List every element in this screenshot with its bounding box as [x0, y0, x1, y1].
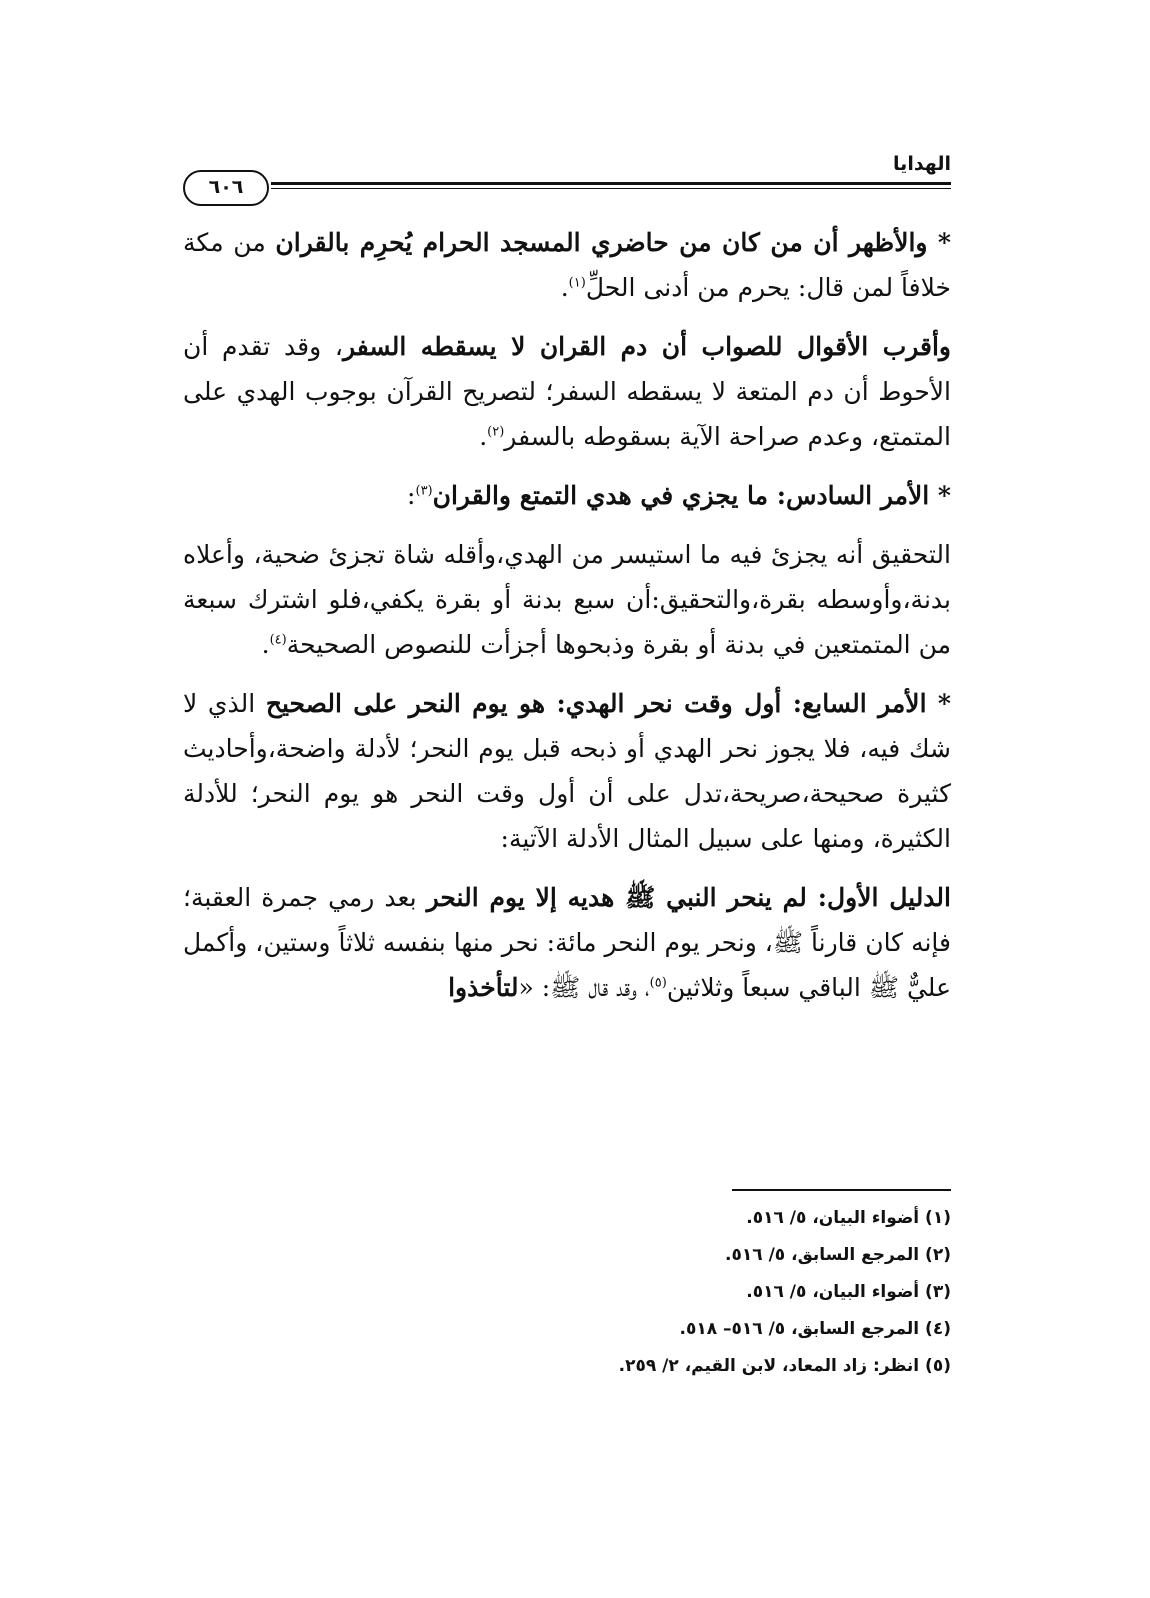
paragraph: [183, 532, 951, 667]
main-text: [183, 220, 951, 1010]
bold-text: * والأظهر أن من كان من حاضري المسجد الحرام يُحرِم بالقران: [275, 228, 952, 257]
paragraph: [183, 875, 951, 1010]
footnote-ref: (١): [568, 275, 586, 291]
bold-text: الدليل الأول: لم ينحر النبي ﷺ هديه إلا يوم النحر: [426, 883, 951, 912]
paragraph: [183, 473, 951, 518]
text-span: .: [261, 630, 270, 659]
text-span: من مكة خلافاً لمن قال: يحرم من أدنى الحلِّ: [183, 228, 951, 302]
text-span: ، وقد قال ﷺ: «: [518, 973, 650, 1002]
footnote-ref: (٥): [649, 975, 667, 991]
bold-text: * الأمر السادس: ما يجزي في هدي التمتع والقران: [432, 481, 951, 510]
bold-text: وأقرب الأقوال للصواب أن دم القران لا يسقطه السفر: [342, 332, 951, 361]
paragraph: [183, 681, 951, 861]
footnote: (٣) أضواء البيان، ٥/ ٥١٦.: [746, 1282, 951, 1302]
footnote-ref: (٢): [487, 424, 505, 440]
paragraph: [183, 324, 951, 459]
footnote-ref: (٣): [415, 483, 433, 499]
bold-text: لتأخذوا: [448, 973, 519, 1002]
text-span: ، وقد تقدم أن الأحوط أن دم المتعة لا يسقطه السفر؛ لتصريح القرآن بوجوب الهدي على المتمتع، وعدم صراحة الآية بسقوطه بالسفر: [183, 332, 951, 451]
footnote: (٤) المرجع السابق، ٥/ ٥١٦– ٥١٨.: [679, 1319, 951, 1339]
text-span: التحقيق أنه يجزئ فيه ما استيسر من الهدي،وأقله شاة تجزئ ضحية، وأعلاه بدنة،وأوسطه بقرة،والتحقيق:أن سبع بدنة أو بقرة يكفي،فلو اشترك سبعة من المتمتعين في بدنة أو بقرة وذبحوها أجزأت للنصوص الصحيحة: [183, 540, 951, 659]
bold-text: * الأمر السابع: أول وقت نحر الهدي: هو يوم النحر على الصحيح: [265, 689, 951, 718]
header-rule-thin: [271, 188, 951, 189]
page-number: ٦٠٦: [183, 170, 269, 206]
text-span: :: [407, 481, 416, 510]
paragraph: [183, 220, 951, 310]
footnotes: [450, 1200, 951, 1385]
footnote: (٥) انظر: زاد المعاد، لابن القيم، ٢/ ٢٥٩.: [618, 1356, 951, 1376]
header-rule: [271, 182, 951, 185]
chapter-title: الهدايا: [893, 153, 951, 175]
footnote-separator: [732, 1189, 951, 1191]
footnote-ref: (٤): [269, 632, 287, 648]
footnote: (٢) المرجع السابق، ٥/ ٥١٦.: [725, 1245, 951, 1265]
text-span: بعد رمي جمرة العقبة؛ فإنه كان قارناً ﷺ، ونحر يوم النحر مائة: نحر منها بنفسه ثلاثاً وستين، وأكمل عليٌّ ﷺ الباقي سبعاً وثلاثين: [183, 883, 951, 1002]
text-span: .: [560, 273, 569, 302]
text-span: الذي لا شك فيه، فلا يجوز نحر الهدي أو ذبحه قبل يوم النحر؛ لأدلة واضحة،وأحاديث كثيرة صحيحة،صريحة،تدل على أن أول وقت النحر هو يوم النحر؛ للأدلة الكثيرة، ومنها على سبيل المثال الأدلة الآتية:: [183, 689, 951, 853]
text-span: .: [479, 422, 488, 451]
footnote: (١) أضواء البيان، ٥/ ٥١٦.: [746, 1208, 951, 1228]
page-header: [183, 150, 951, 214]
